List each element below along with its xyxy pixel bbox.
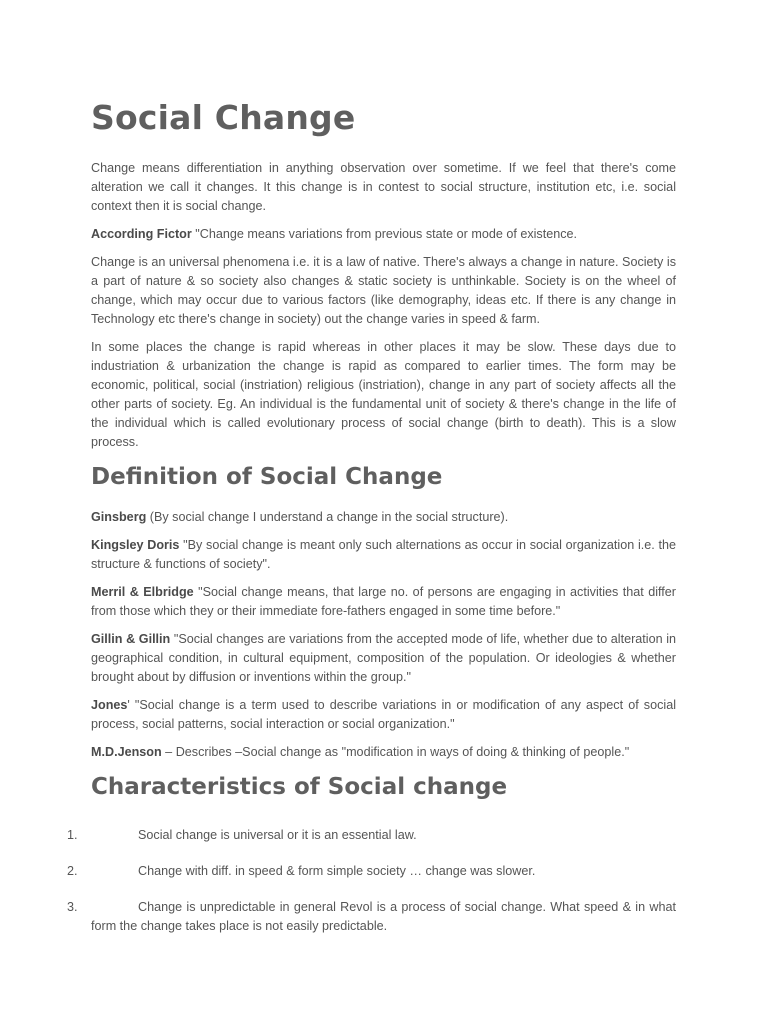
- list-item: [0, 826, 676, 845]
- list-item-number: 3.: [67, 900, 78, 914]
- definition-entry: [91, 630, 676, 687]
- definition-text: "Social change means, that large no. of persons are engaging in activities that differ from those which they or their immediate fore-fathers engaged in some time before.": [91, 585, 676, 618]
- definition-author: M.D.Jenson: [91, 745, 162, 759]
- definition-text: "By social change is meant only such alternations as occur in social organization i.e. the structure & functions of society".: [91, 538, 677, 571]
- list-item-number: 2.: [67, 864, 78, 878]
- definition-author: Kingsley Doris: [91, 538, 180, 552]
- definition-entry: [91, 743, 676, 762]
- intro-paragraph-1: Change means differentiation in anything observation over sometime. If we feel that there's come alteration we call it changes. It this change is in contest to social structure, institution etc, i.e. social context then it is social change.: [91, 161, 676, 213]
- definition-entry: [91, 583, 676, 621]
- definition-author: Gillin & Gillin: [91, 632, 171, 646]
- definition-text: – Describes –Social change as "modification in ways of doing & thinking of people.": [161, 745, 630, 759]
- list-item-text: Change is unpredictable in general Revol is a process of social change. What speed & in what form the change takes place is not easily predictable.: [91, 900, 676, 933]
- definition-text: (By social change I understand a change in the social structure).: [146, 510, 509, 524]
- characteristics-heading: Characteristics of Social change: [91, 774, 508, 800]
- list-item-text: Social change is universal or it is an essential law.: [138, 828, 417, 842]
- definition-author: Jones: [91, 698, 128, 712]
- definition-entry: [91, 696, 676, 734]
- list-item: [0, 862, 676, 881]
- intro-paragraph-3: Change is an universal phenomena i.e. it is a law of native. There's always a change in nature. Society is a part of nature & so society also changes & static society is unthinkable. Society is on the wheel of change, which may occur due to various factors (like demography, ideas etc. If there is any change in Technology etc there's change in society) out the change varies in speed & farm.: [91, 255, 676, 326]
- definition-text: ' "Social change is a term used to describe variations in or modification of any aspect of social process, social patterns, social interaction or social organization.": [91, 698, 676, 731]
- definition-author: Ginsberg: [91, 510, 147, 524]
- definition-text: "Social changes are variations from the accepted mode of life, whether due to alteration in geographical condition, in cultural equipment, composition of the population. Or ideologies & whether brought about by diffusion or inventions within the group.": [91, 632, 677, 684]
- quote-author: According Fictor: [91, 227, 192, 241]
- list-item-text: Change with diff. in speed & form simple society … change was slower.: [138, 864, 536, 878]
- document-body: [91, 98, 676, 800]
- list-item-number: 1.: [67, 828, 78, 842]
- definition-heading: Definition of Social Change: [91, 464, 443, 490]
- intro-paragraph-2: [91, 225, 676, 244]
- intro-paragraph-4: In some places the change is rapid whereas in other places it may be slow. These days due to industriation & urbanization the change is rapid as compared to earlier times. The form may be economic, political, social (instriation) religious (instriation), change in any part of society affects all the other parts of society. Eg. An individual is the fundamental unit of society & there's change in the life of the individual which is called evolutionary process of social change (birth to death). This is a slow process.: [91, 340, 676, 449]
- definition-entry: [91, 508, 676, 527]
- quote-text: "Change means variations from previous state or mode of existence.: [191, 227, 578, 241]
- definition-author: Merril & Elbridge: [91, 585, 194, 599]
- list-item: [0, 898, 676, 936]
- definition-entry: [91, 536, 676, 574]
- page-title: Social Change: [91, 98, 356, 137]
- characteristics-list: [0, 826, 676, 953]
